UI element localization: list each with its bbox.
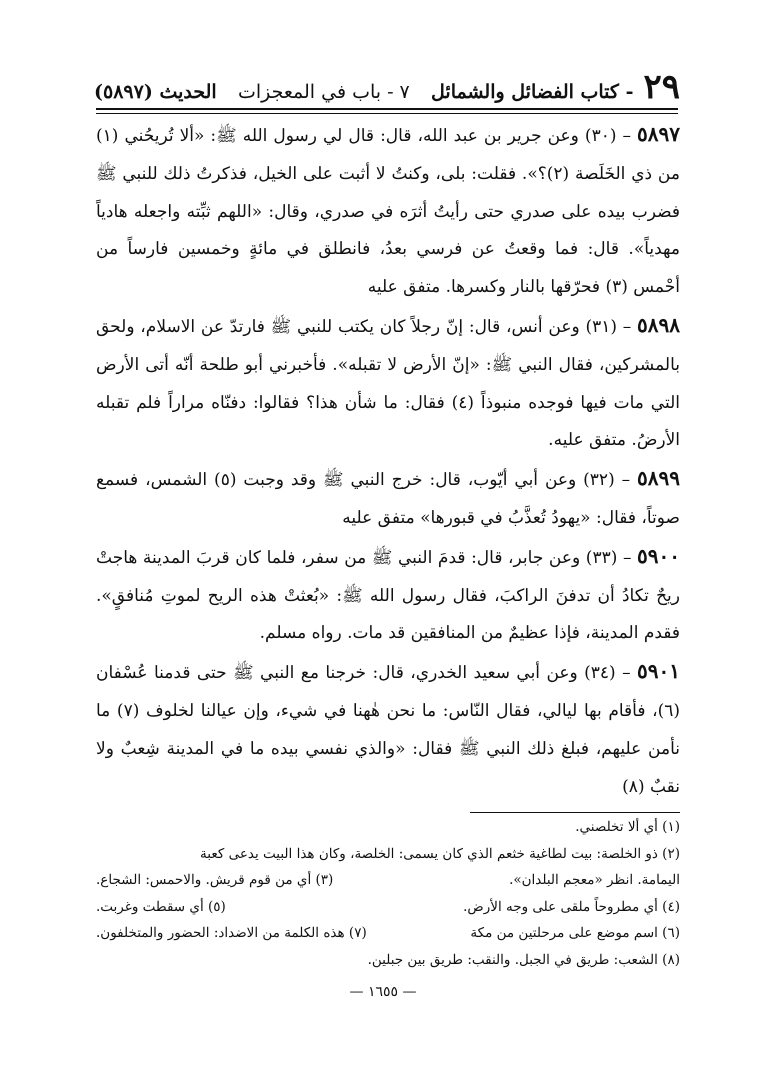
footnote-row (96, 814, 680, 841)
footnote-rule (470, 812, 680, 813)
footnote-7: (٧) هذه الكلمة من الاضداد: الحضور والمتخلفون. (96, 925, 367, 941)
footnote-1: (١) أي ألا تخلصني. (575, 819, 680, 835)
footnote-row (96, 867, 680, 894)
hadith-text: – (٣٤) وعن أبي سعيد الخدري، قال: خرجنا مع النبي ﷺ حتى قدمنا عُسْفان (٦)، فأقام بها ليالي، فقال النّاس: ما نحن هٰهنا في شيء، وإن عيالنا لخلوف (٧) ما نأمن عليهم، فبلغ ذلك النبي ﷺ فقال: «والذي نفسي بيده ما في المدينة شِعبٌ ولا نقبٌ (٨) (96, 663, 681, 797)
footnote-2-cont: اليمامة. انظر «معجم البلدان». (509, 872, 680, 888)
hadith-number: ٥٩٠١ (637, 659, 680, 684)
hadith-text: – (٣٣) وعن جابر، قال: قدمَ النبي ﷺ من سفر، فلما كان قربَ المدينة هاجتْ ريحٌ تكادُ أن تدفنَ الراكبَ، فقال رسول الله ﷺ: «بُعثتْ هذه الريح لموتِ مُنافقٍ». فقدم المدينة، فإذا عظيمٌ من المنافقين قد مات. رواه مسلم. (96, 547, 680, 644)
hadith-number: ٥٩٠٠ (637, 543, 681, 568)
section-title: ٧ - باب في المعجزات (237, 81, 410, 104)
hadith-5900 (96, 538, 680, 653)
running-header (94, 62, 680, 107)
footnote-row (96, 920, 680, 947)
hadith-5901 (96, 653, 680, 806)
main-text (96, 116, 680, 806)
hadith-text: – (٣١) وعن أنس، قال: إنّ رجلاً كان يكتب للنبي ﷺ فارتدّ عن الاسلام، ولحق بالمشركين، فقال النبي ﷺ: «إنّ الأرض لا تقبله». فأخبرني أبو طلحة أنّه أتى الأرض التي مات فيها فوجده منبوذاً (٤) فقال: ما شأن هذا؟ فقالوا: دفنّاه مراراً فلم تقبله الأرضُ. متفق عليه. (96, 316, 680, 451)
footnote-6: (٦) اسم موضع على مرحلتين من مكة (470, 925, 680, 941)
footnotes (96, 814, 680, 973)
hadith-number: ٥٨٩٧ (637, 122, 680, 146)
hadith-5898 (96, 307, 680, 460)
footnote-8: (٨) الشعب: طريق في الجبل. والنقب: طريق بين جبلين. (367, 951, 680, 968)
footnote-row (96, 841, 680, 868)
footnote-4: (٤) أي مطروحاً ملقى على وجه الأرض. (463, 898, 680, 915)
page-footer-number: — ١٦٥٥ — (349, 984, 417, 1000)
footnote-2: (٢) ذو الخلصة: بيت لطاغية خثعم الذي كان يسمى: الخلصة، وكان هذا البيت يدعى كعبة (200, 845, 680, 862)
hadith-text: – (٣٢) وعن أبي أيّوب، قال: خرج النبي ﷺ وقد وجبت (٥) الشمس، فسمع صوتاً، فقال: «يهودُ تُعذَّبُ في قبورها» متفق عليه (96, 470, 680, 528)
header-page-number: ٢٩ (643, 67, 680, 107)
hadith-5897 (96, 116, 680, 307)
header-rule (96, 108, 678, 114)
header-right-group (431, 67, 680, 107)
footnote-5: (٥) أي سقطت وغربت. (96, 898, 226, 915)
hadith-5899 (96, 460, 680, 538)
hadith-text: – (٣٠) وعن جرير بن عبد الله، قال: قال لي رسول الله ﷺ: «ألا تُريحُني (١) من ذي الخَلَصة (٢)؟». فقلت: بلى، وكنتُ لا أثبت على الخيل، فذكرتُ ذلك للنبي ﷺ فضرب بيده على صدري حتى رأيتُ أثرَه في صدري، وقال: «اللهم ثبِّته واجعله هادياً مهدياً». قال: فما وقعتُ عن فرسي بعدُ، فانطلق في مائةٍ وخمسين فارساً من أحْمس (٣) فحرّقها بالنار وكسرها. متفق عليه (96, 126, 680, 298)
hadith-range: الحديث (٥٨٩٧) (94, 81, 217, 104)
hadith-number: ٥٨٩٩ (637, 466, 680, 491)
footnote-row (96, 947, 680, 974)
book-title: - كتاب الفضائل والشمائل (431, 81, 634, 104)
hadith-number: ٥٨٩٨ (637, 312, 680, 337)
footnote-row (96, 894, 680, 921)
footnote-3: (٣) أي من قوم قريش. والاحمس: الشجاع. (96, 872, 334, 888)
